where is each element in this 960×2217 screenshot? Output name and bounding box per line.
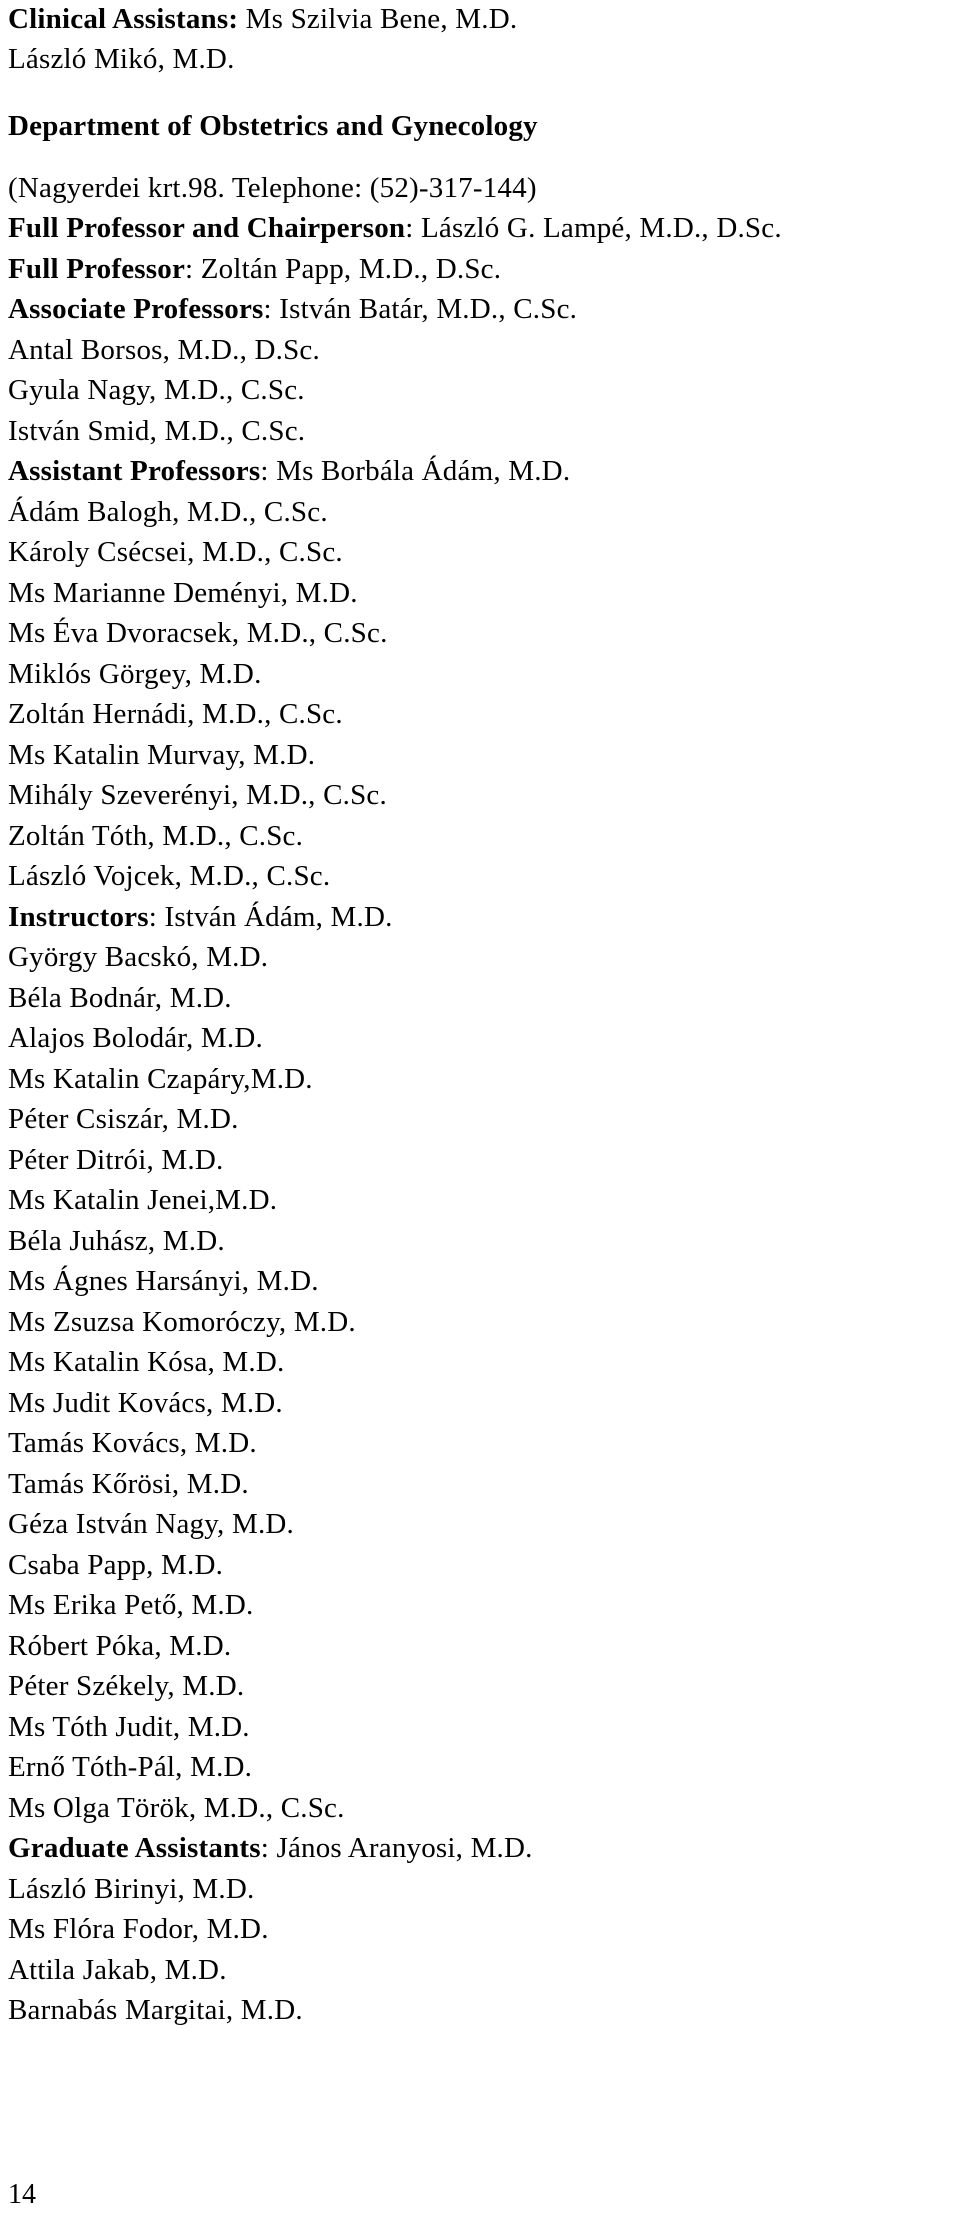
instructor-name: Ms Zsuzsa Komoróczy, M.D. <box>8 1305 356 1338</box>
assistant-professor-name: Zoltán Hernádi, M.D., C.Sc. <box>8 698 343 730</box>
assistant-professors-line: Assistant Professors: Ms Borbála Ádám, M.D. <box>8 455 571 487</box>
instructor-name: István Ádám, M.D. <box>164 900 393 933</box>
instructor-name: Ms Olga Török, M.D., C.Sc. <box>8 1791 345 1824</box>
assistant-professor-name: Ms Borbála Ádám, M.D. <box>276 455 571 487</box>
document-page <box>8 0 948 2031</box>
associate-professor-name: István Batár, M.D., C.Sc. <box>279 293 578 325</box>
instructor-name: Ms Erika Pető, M.D. <box>8 1589 254 1621</box>
chair-line: Full Professor and Chairperson: László G. Lampé, M.D., D.Sc. <box>8 212 782 244</box>
associate-professor-name: István Smid, M.D., C.Sc. <box>8 414 306 447</box>
assistant-professor-name: Ms Marianne Deményi, M.D. <box>8 576 358 609</box>
graduate-assistant-name: Barnabás Margitai, M.D. <box>8 1994 303 2026</box>
assistant-professor-name: Miklós Görgey, M.D. <box>8 657 262 690</box>
chair-label: Full Professor and Chairperson <box>8 212 406 244</box>
clinical-assistants-line <box>8 0 948 38</box>
page-number: 14 <box>8 2179 36 2210</box>
associate-professor-name: Gyula Nagy, M.D., C.Sc. <box>8 374 305 406</box>
clinical-assistants-label: Clinical Assistans: <box>8 3 239 35</box>
instructor-name: Béla Juhász, M.D. <box>8 1224 225 1257</box>
instructor-name: György Bacskó, M.D. <box>8 941 269 973</box>
assistant-professor-name: Zoltán Tóth, M.D., C.Sc. <box>8 819 304 852</box>
full-professor-label: Full Professor <box>8 252 186 285</box>
instructor-name: Csaba Papp, M.D. <box>8 1548 224 1581</box>
instructor-name: Péter Csiszár, M.D. <box>8 1103 239 1135</box>
instructors-line: Instructors: István Ádám, M.D. <box>8 900 393 933</box>
chair-name: László G. Lampé, M.D., D.Sc. <box>420 212 782 244</box>
department-title: Department of Obstetrics and Gynecology <box>8 110 538 142</box>
instructor-name: Tamás Kovács, M.D. <box>8 1427 257 1459</box>
graduate-assistant-name: János Aranyosi, M.D. <box>276 1832 533 1864</box>
department-address: (Nagyerdei krt.98. Telephone: (52)-317-144) <box>8 172 537 204</box>
clinical-assistant-name: László Mikó, M.D. <box>8 43 235 75</box>
graduate-assistants-line: Graduate Assistants: János Aranyosi, M.D. <box>8 1832 533 1864</box>
instructor-name: Ms Katalin Czapáry,M.D. <box>8 1062 313 1095</box>
instructors-label: Instructors <box>8 900 149 933</box>
assistant-professor-name: Mihály Szeverényi, M.D., C.Sc. <box>8 779 387 811</box>
assistant-professor-name: Ms Katalin Murvay, M.D. <box>8 738 316 771</box>
graduate-assistant-name: László Birinyi, M.D. <box>8 1872 255 1905</box>
instructor-name: Béla Bodnár, M.D. <box>8 981 232 1014</box>
clinical-assistant-name: Ms Szilvia Bene, M.D. <box>245 3 518 35</box>
assistant-professor-name: Károly Csécsei, M.D., C.Sc. <box>8 536 343 568</box>
instructor-name: Tamás Kőrösi, M.D. <box>8 1467 249 1500</box>
instructor-name: Ms Judit Kovács, M.D. <box>8 1386 283 1419</box>
assistant-professor-name: Ádám Balogh, M.D., C.Sc. <box>8 495 328 528</box>
instructor-name: Róbert Póka, M.D. <box>8 1629 232 1662</box>
instructor-name: Ms Tóth Judit, M.D. <box>8 1710 250 1743</box>
associate-professors-label: Associate Professors <box>8 293 264 325</box>
instructor-name: Ms Katalin Kósa, M.D. <box>8 1346 285 1378</box>
instructor-name: Géza István Nagy, M.D. <box>8 1508 294 1540</box>
instructor-name: Alajos Bolodár, M.D. <box>8 1022 263 1054</box>
graduate-assistant-name: Ms Flóra Fodor, M.D. <box>8 1913 269 1945</box>
full-professor-name: Zoltán Papp, M.D., D.Sc. <box>200 252 502 285</box>
associate-professor-name: Antal Borsos, M.D., D.Sc. <box>8 333 320 366</box>
instructor-name: Ms Katalin Jenei,M.D. <box>8 1184 278 1216</box>
instructor-name: Péter Ditrói, M.D. <box>8 1143 224 1176</box>
assistant-professors-label: Assistant Professors <box>8 455 261 487</box>
full-professor-line: Full Professor: Zoltán Papp, M.D., D.Sc. <box>8 252 502 285</box>
graduate-assistants-label: Graduate Assistants <box>8 1832 261 1864</box>
instructor-name: Péter Székely, M.D. <box>8 1670 245 1702</box>
instructor-name: Ms Ágnes Harsányi, M.D. <box>8 1265 319 1297</box>
associate-professors-line: Associate Professors: István Batár, M.D., C.Sc. <box>8 293 578 325</box>
instructor-name: Ernő Tóth-Pál, M.D. <box>8 1751 253 1783</box>
assistant-professor-name: Ms Éva Dvoracsek, M.D., C.Sc. <box>8 617 388 649</box>
graduate-assistant-name: Attila Jakab, M.D. <box>8 1953 227 1986</box>
assistant-professor-name: László Vojcek, M.D., C.Sc. <box>8 860 331 892</box>
